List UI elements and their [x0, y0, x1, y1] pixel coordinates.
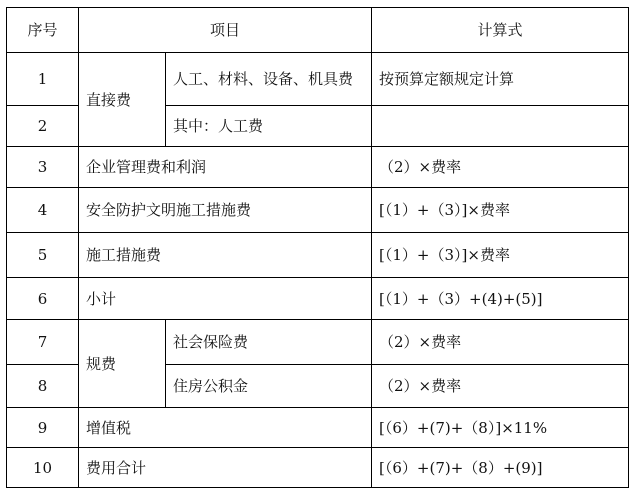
row-formula: [（1）+（3）+(4)+(5)] [372, 278, 629, 320]
row-seq: 4 [7, 188, 79, 233]
row-formula [372, 106, 629, 147]
row-formula: （2）×费率 [372, 147, 629, 188]
header-seq: 序号 [7, 8, 79, 53]
table-row [7, 233, 629, 278]
row-group-regulatory-fees: 规费 [79, 320, 166, 408]
table-row [7, 147, 629, 188]
row-formula: 按预算定额规定计算 [372, 53, 629, 106]
row-formula: [（6）+(7)+（8）]×11% [372, 408, 629, 448]
row-seq: 6 [7, 278, 79, 320]
table-header-row [7, 8, 629, 53]
row-seq: 3 [7, 147, 79, 188]
row-item: 住房公积金 [166, 365, 372, 408]
header-item: 项目 [79, 8, 372, 53]
table-row [7, 320, 629, 365]
row-seq: 1 [7, 53, 79, 106]
row-item: 费用合计 [79, 448, 372, 488]
row-seq: 10 [7, 448, 79, 488]
row-item: 企业管理费和利润 [79, 147, 372, 188]
row-seq: 5 [7, 233, 79, 278]
table-row [7, 278, 629, 320]
row-formula: （2）×费率 [372, 365, 629, 408]
fee-calculation-table [6, 7, 629, 488]
row-seq: 2 [7, 106, 79, 147]
table-row [7, 188, 629, 233]
header-formula: 计算式 [372, 8, 629, 53]
row-seq: 9 [7, 408, 79, 448]
row-item: 安全防护文明施工措施费 [79, 188, 372, 233]
row-formula: [（6）+(7)+（8）+(9)] [372, 448, 629, 488]
row-item: 小计 [79, 278, 372, 320]
row-seq: 8 [7, 365, 79, 408]
row-item: 人工、材料、设备、机具费 [166, 53, 372, 106]
table-row [7, 448, 629, 488]
row-group-direct-cost: 直接费 [79, 53, 166, 147]
table-row [7, 408, 629, 448]
row-formula: （2）×费率 [372, 320, 629, 365]
row-item: 其中：人工费 [166, 106, 372, 147]
table-row [7, 53, 629, 106]
row-item: 增值税 [79, 408, 372, 448]
row-seq: 7 [7, 320, 79, 365]
row-formula: [（1）+（3）]×费率 [372, 188, 629, 233]
row-item: 施工措施费 [79, 233, 372, 278]
row-formula: [（1）+（3）]×费率 [372, 233, 629, 278]
fee-table-container [6, 7, 629, 488]
row-item: 社会保险费 [166, 320, 372, 365]
